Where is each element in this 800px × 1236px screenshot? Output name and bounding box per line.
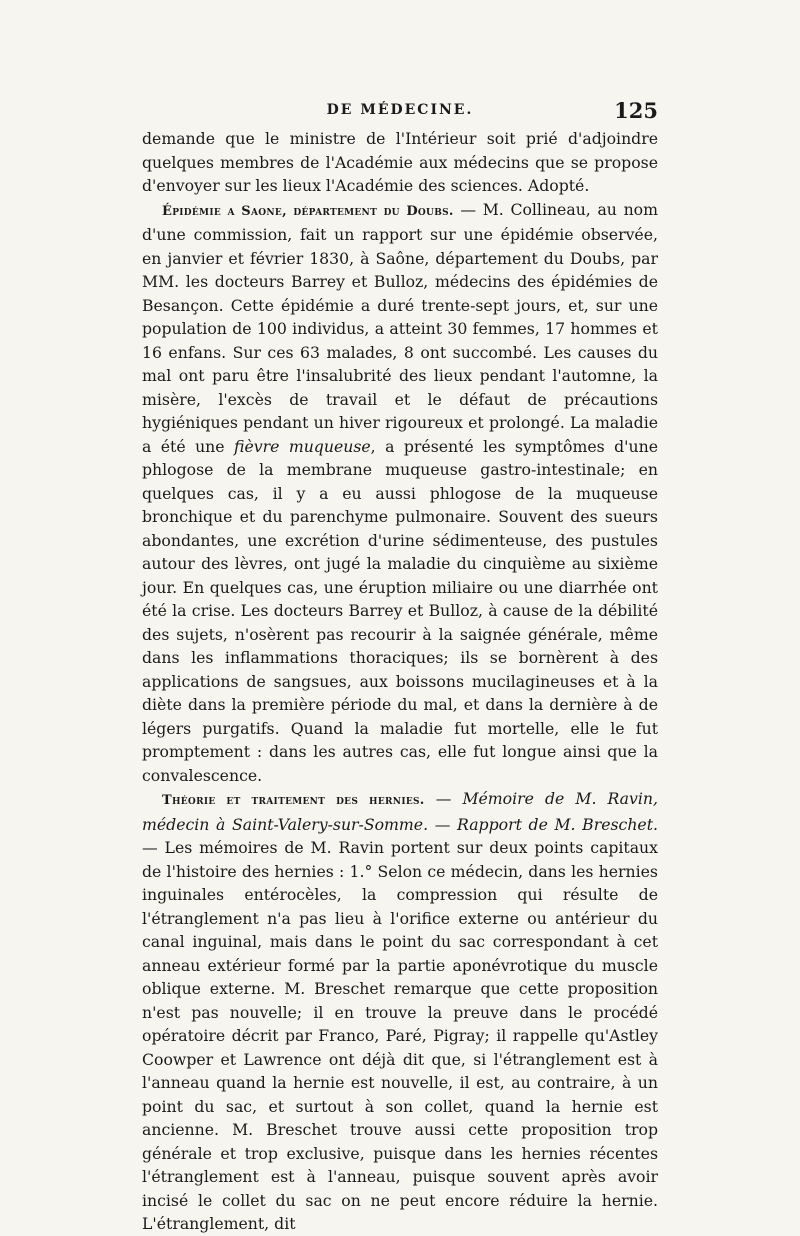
paragraph-text: , a présenté les symptômes d'une phlogose de la membrane muqueuse gastro-intestinale; en quelques cas, il y a eu aussi phlogose de la muqueuse bronchique et du parenchyme pulmonaire. Souvent des sueurs abondantes, une excrétion d'urine sédimenteuse, des pustules autour des lèvres, ont jugé la maladie du cinquième au sixième jour. En quelques cas, une éruption miliaire ou une diarrhée ont été la crise. Les docteurs Barrey et Bulloz, à cause de la débilité des sujets, n'osèrent pas recourir à la saignée générale, même dans les inflammations thoraciques; ils se bornèrent à des applications de sangsues, aux boissons mucilagineuses et à la diète dans la première période du mal, et dans la dernière à de légers purgatifs. Quand la maladie fut mortelle, elle le fut promptement : dans les autres cas, elle fut longue ainsi que la convalescence. bbox=[142, 436, 658, 785]
section-heading: Théorie et traitement des hernies. bbox=[162, 793, 425, 808]
running-head: DE MÉDECINE. bbox=[326, 102, 474, 118]
paragraph-epidemie bbox=[142, 198, 658, 788]
paragraph-continuation bbox=[142, 127, 658, 198]
italic-term: fièvre muqueuse bbox=[234, 436, 371, 456]
section-heading: Épidémie a Saone, département du Doubs. bbox=[162, 203, 454, 219]
italic-citation: Mémoire de M. Ravin, médecin à Saint-Valery-sur-Somme. — Rapport de M. Breschet. bbox=[142, 789, 658, 834]
page-number: 125 bbox=[614, 98, 658, 123]
paragraph-text: — M. Collineau, au nom d'une commission, fait un rapport sur une épidémie observée, en janvier et février 1830, à Saône, département du Doubs, par MM. les docteurs Barrey et Bulloz, médecins des épidémies de Besançon. Cette épidémie a duré trente-sept jours, et, sur une population de 100 individus, a atteint 30 femmes, 17 hommes et 16 enfans. Sur ces 63 malades, 8 ont succombé. Les causes du mal ont paru être l'insalubrité des lieux pendant l'automne, la misère, l'excès de travail et le défaut de précautions hygiéniques pendant un hiver rigoureux et prolongé. La maladie a été une bbox=[142, 199, 658, 456]
paragraph-text: — Les mémoires de M. Ravin portent sur deux points capitaux de l'histoire des hernies : 1.° Selon ce médecin, dans les hernies inguinales entérocèles, la compression qui résulte de l'étranglement n'a pas lieu à l'orifice externe ou antérieur du canal inguinal, mais dans le point du sac correspondant à cet anneau extérieur formé par la partie aponévrotique du muscle oblique externe. M. Breschet remarque que cette proposition n'est pas nouvelle; il en trouve la preuve dans le procédé opératoire décrit par Franco, Paré, Pigray; il rappelle qu'Astley Coowper et Lawrence ont déjà dit que, si l'étranglement est à l'anneau quand la hernie est nouvelle, il est, au contraire, à un point du sac, et surtout à son collet, quand la hernie est ancienne. M. Breschet trouve aussi cette proposition trop générale et trop exclusive, puisque dans les hernies récentes l'étranglement est à l'anneau, puisque souvent après avoir incisé le collet du sac on ne peut encore réduire la hernie. L'étranglement, dit bbox=[142, 838, 658, 1233]
page-body bbox=[142, 127, 658, 1236]
paragraph-text: demande que le ministre de l'Intérieur soit prié d'adjoindre quelques membres de l'Académie aux médecins que se propose d'envoyer sur les lieux l'Académie des sciences. Adopté. bbox=[142, 129, 658, 195]
page-header bbox=[142, 98, 658, 128]
paragraph-hernies bbox=[142, 787, 658, 1236]
paragraph-text: — bbox=[424, 789, 463, 808]
